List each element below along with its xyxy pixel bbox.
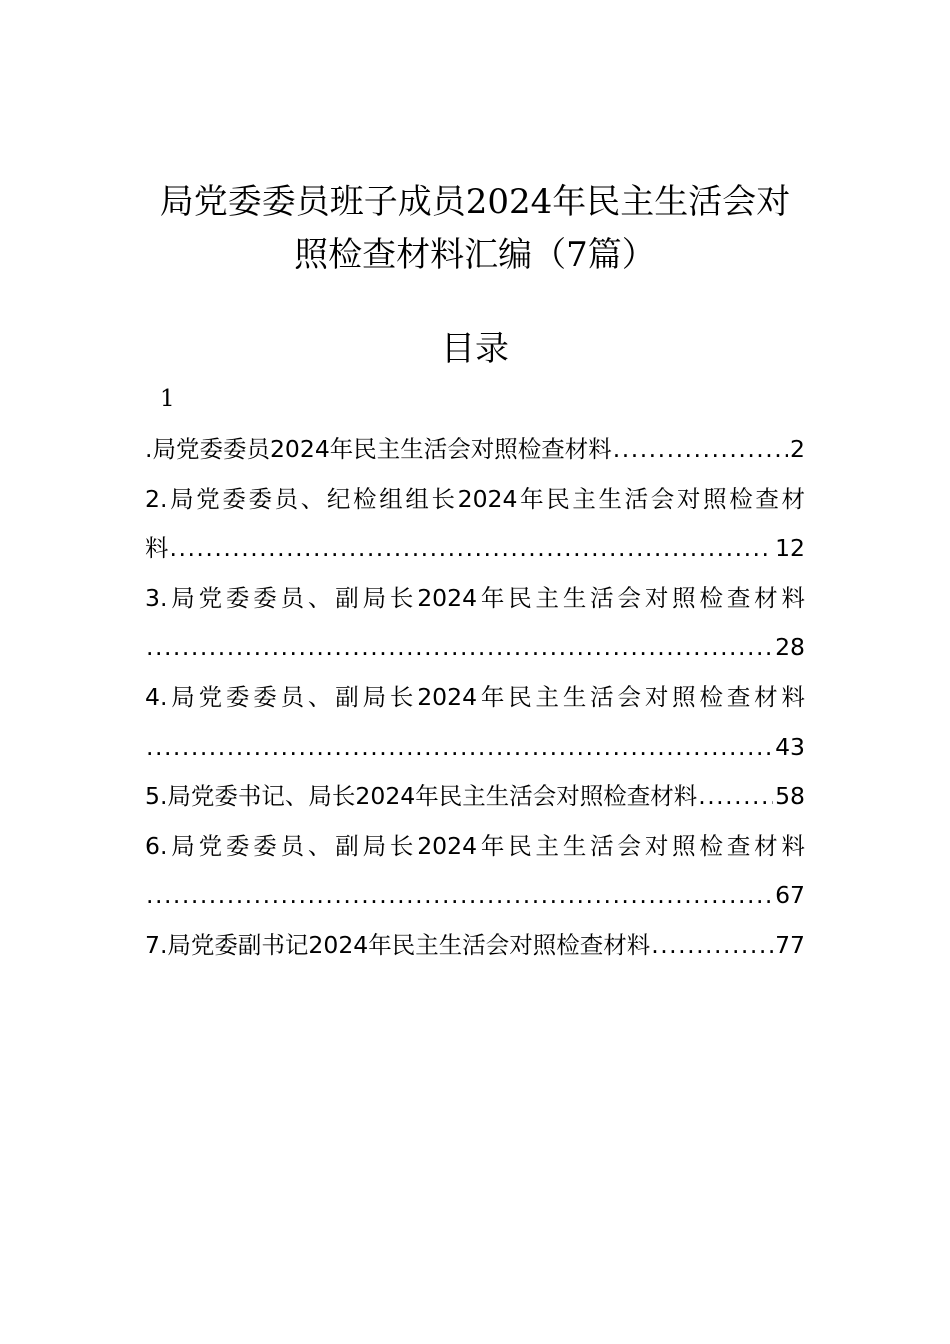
toc-leader-dots bbox=[170, 524, 774, 574]
table-of-contents bbox=[145, 425, 805, 971]
toc-entry-2-continued[interactable] bbox=[145, 524, 805, 574]
toc-entry-5[interactable] bbox=[145, 772, 805, 822]
toc-entry-text: 料 bbox=[145, 534, 169, 563]
document-title bbox=[120, 176, 830, 282]
toc-entry-1[interactable] bbox=[145, 425, 805, 475]
toc-entry-text: 7.局党委副书记2024年民主生活会对照检查材料 bbox=[145, 930, 651, 959]
toc-entry-page: 58 bbox=[775, 782, 805, 811]
toc-leader-dots bbox=[613, 425, 788, 475]
toc-leader-dots bbox=[146, 871, 773, 921]
toc-entry-4[interactable] bbox=[145, 673, 805, 723]
toc-leader-dots bbox=[146, 623, 773, 673]
toc-entry-text: .局党委委员2024年民主生活会对照检查材料 bbox=[145, 435, 612, 463]
toc-leader-dots bbox=[146, 723, 773, 773]
toc-entry-text: 4.局党委委员、副局长2024年民主生活会对照检查材料 bbox=[145, 682, 805, 711]
toc-entry-6[interactable] bbox=[145, 822, 805, 872]
toc-entry-7[interactable] bbox=[145, 921, 805, 971]
toc-entry-text: 5.局党委书记、局长2024年民主生活会对照检查材料 bbox=[145, 782, 698, 811]
toc-entry-page: 12 bbox=[775, 534, 805, 563]
toc-entry-2[interactable] bbox=[145, 475, 805, 525]
toc-entry-text: 2.局党委委员、纪检组组长2024年民主生活会对照检查材 bbox=[145, 484, 805, 513]
toc-entry-3[interactable] bbox=[145, 574, 805, 624]
toc-marker: 1 bbox=[160, 386, 175, 412]
toc-entry-text: 3.局党委委员、副局长2024年民主生活会对照检查材料 bbox=[145, 583, 805, 612]
document-title-line-2: 照检查材料汇编（7篇） bbox=[294, 235, 656, 275]
toc-entry-page: 67 bbox=[775, 881, 805, 910]
toc-entry-text: 6.局党委委员、副局长2024年民主生活会对照检查材料 bbox=[145, 831, 805, 860]
toc-entry-page: 28 bbox=[775, 633, 805, 662]
toc-heading: 目录 bbox=[441, 329, 509, 369]
toc-entry-6-continued[interactable] bbox=[145, 871, 805, 921]
toc-leader-dots bbox=[651, 921, 773, 971]
toc-leader-dots bbox=[698, 772, 773, 822]
toc-entry-page: 77 bbox=[775, 930, 805, 959]
toc-entry-page: 43 bbox=[775, 732, 805, 761]
toc-entry-4-continued[interactable] bbox=[145, 723, 805, 773]
toc-entry-3-continued[interactable] bbox=[145, 623, 805, 673]
toc-entry-page: 2 bbox=[790, 435, 805, 463]
document-title-line-1: 局党委委员班子成员2024年民主生活会对 bbox=[159, 182, 791, 222]
